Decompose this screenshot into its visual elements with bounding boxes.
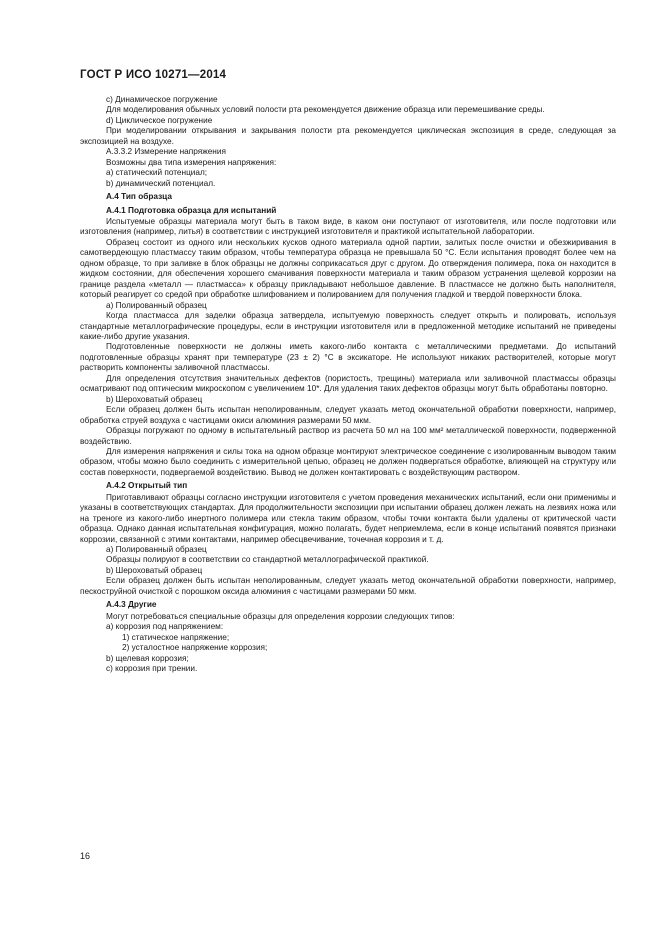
list-subitem: 1) статическое напряжение; bbox=[122, 632, 230, 642]
paragraph: Если образец должен быть испытан неполированным, следует указать метод окончательной обработки поверхности, например, обработка струей воздуха с частицами окиси алюминия размерами 50 мкм. bbox=[80, 405, 616, 425]
standard-code-header: ГОСТ Р ИСО 10271—2014 bbox=[80, 69, 227, 81]
list-item: а) коррозия под напряжением: bbox=[106, 622, 224, 632]
list-item: b) щелевая коррозия; bbox=[106, 653, 189, 663]
list-item: a) статический потенциал; bbox=[106, 168, 208, 178]
paragraph: Образцы погружают по одному в испытательный раствор из расчета 50 мл на 100 мм² металлической поверхности, подверженной воздействию. bbox=[80, 426, 616, 446]
paragraph: Испытуемые образцы материала могут быть в таком виде, в каком они поступают от изготовителя, или после подготовки или изготовления (например, литья) в соответствии с инструкцией изготовителя и практикой испытательной лаборатории. bbox=[80, 216, 616, 237]
section-heading: А.4.1 Подготовка образца для испытаний bbox=[106, 205, 277, 215]
paragraph: Для моделирования обычных условий полости рта рекомендуется движение образца или перемешивание среды. bbox=[106, 105, 545, 115]
paragraph: Для определения отсутствия значительных дефектов (пористость, трещины) материала или заливочной пластмассы образцы осматривают под оптическим микроскопом с увеличением 10*. Для удаления таких дефектов образцы могут быть обработаны повторно. bbox=[80, 373, 616, 394]
document-body bbox=[80, 95, 616, 674]
section-heading: А.4.3 Другие bbox=[106, 600, 157, 610]
paragraph: Могут потребоваться специальные образцы для определения коррозии следующих типов: bbox=[106, 611, 455, 621]
paragraph: Образец состоит из одного или нескольких кусков одного материала одной партии, залитых после очистки и обезжиривания в самотвердеющую пластмассу таким образом, чтобы температура образца не превышала 50 °С. Если испытания проводят более чем на одном образце, то при заливке в блок образцы не должны соприкасаться друг с другом. До отверждения полимера, пока он находится в жидком состоянии, для обеспечения хорошего смачивания поверхности материала и таким образом устранения щелевой коррозии на границе раздела «металл — пластмасса» к образцу прикладывают небольшое давление. В пластмассе не должно быть наполнителя, который реагирует со средой при обработке шлифованием и полированием для получения гладкой и твердой поверхности блока. bbox=[80, 237, 616, 300]
paragraph: Возможны два типа измерения напряжения: bbox=[106, 157, 277, 167]
list-item: b) Шероховатый образец bbox=[106, 394, 203, 404]
list-item: d) Циклическое погружение bbox=[106, 115, 213, 125]
list-item: а) Полированный образец bbox=[106, 545, 207, 555]
page-number: 16 bbox=[80, 851, 91, 861]
paragraph: Подготовленные поверхности не должны иметь какого-либо контакта с металлическими предметами. До испытаний подготовленные образцы хранят при температуре (23 ± 2) °С в эксикаторе. Не используют никаких растворителей, которые могут растворить компоненты заливочной пластмассы. bbox=[80, 342, 616, 373]
paragraph: Для измерения напряжения и силы тока на одном образце монтируют электрическое соединение с изолированным выводом таким образом, чтобы можно было соединить с измерительной цепью, образец не должен подвергаться обработке, влияющей на структуру или состав поверхности, подвергаемой воздействию. Вывод не должен контактировать с воздействующим раствором. bbox=[80, 446, 616, 477]
list-item: а) Полированный образец bbox=[106, 300, 207, 310]
list-item: b) Шероховатый образец bbox=[106, 565, 203, 575]
subsection-heading: А.3.3.2 Измерение напряжения bbox=[106, 147, 226, 157]
paragraph: Приготавливают образцы согласно инструкции изготовителя с учетом проведения механических испытаний, если они применимы и указаны в соответствующих стандартах. Для продолжительности экспозиции при испытании образец должен лежать на лезвиях ножа или на треноге из какого-либо инертного полимера или стекла таким образом, чтобы точки контакта были удалены от критической части образца. Однако данная испытательная конфигурация, можно полагать, будет неприемлема, если в конце испытаний появятся признаки коррозии, связанной с этими контактами, например обесцвечивание, точечная коррозия и т. д. bbox=[80, 492, 616, 544]
list-item: c) Динамическое погружение bbox=[106, 95, 218, 104]
paragraph: Когда пластмасса для заделки образца затвердела, испытуемую поверхность следует открыть и полировать, используя стандартные металлографические процедуры, если в инструкции изготовителя или в предложенной методике испытаний не приведены какие-либо другие указания. bbox=[80, 311, 616, 341]
paragraph: Образцы полируют в соответствии со стандартной металлографической практикой. bbox=[106, 555, 429, 565]
list-subitem: 2) усталостное напряжение коррозия; bbox=[122, 643, 268, 653]
paragraph: Если образец должен быть испытан неполированным, следует указать метод окончательной обработки поверхности, например, пескоструйной очисткой с порошком оксида алюминия с частицами размерами 50 мкм. bbox=[80, 576, 616, 596]
paragraph: При моделировании открывания и закрывания полости рта рекомендуется циклическая экспозиция в среде, следующая за экспозицией на воздухе. bbox=[80, 126, 616, 146]
section-heading: А.4 Тип образца bbox=[106, 192, 172, 202]
list-item: b) динамический потенциал. bbox=[106, 178, 216, 188]
section-heading: А.4.2 Открытый тип bbox=[106, 481, 188, 491]
list-item: с) коррозия при трении. bbox=[106, 664, 198, 674]
